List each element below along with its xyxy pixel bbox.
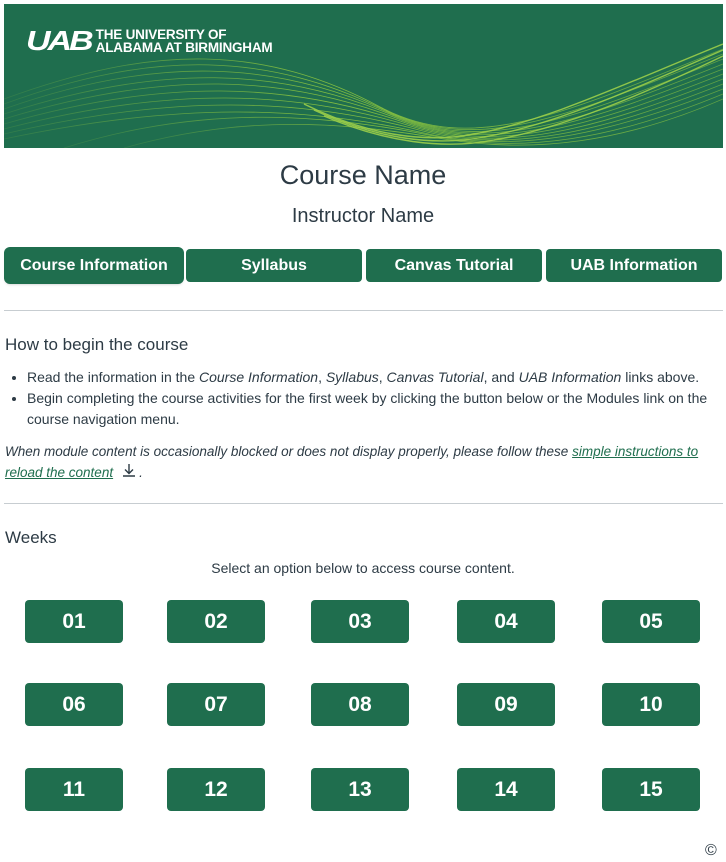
bullet-text: Read the information in the (27, 369, 199, 385)
week-05-button[interactable]: 05 (602, 600, 700, 643)
week-11-button[interactable]: 11 (25, 768, 123, 811)
week-06-button[interactable]: 06 (25, 683, 123, 726)
course-information-button[interactable]: Course Information (6, 249, 182, 282)
note-end: . (139, 465, 143, 480)
week-07-button[interactable]: 07 (167, 683, 265, 726)
week-13-button[interactable]: 13 (311, 768, 409, 811)
week-15-button[interactable]: 15 (602, 768, 700, 811)
reload-note (5, 441, 705, 484)
uab-information-button[interactable]: UAB Information (546, 249, 722, 282)
bullet-emphasis: Syllabus (325, 369, 379, 385)
copyright-icon: © (705, 842, 717, 859)
bullet-text: , and (483, 369, 519, 385)
course-banner (4, 4, 723, 148)
instructor-name: Instructor Name (291, 205, 435, 227)
syllabus-button[interactable]: Syllabus (186, 249, 362, 282)
week-02-button[interactable]: 02 (167, 600, 265, 643)
canvas-tutorial-button[interactable]: Canvas Tutorial (366, 249, 542, 282)
week-14-button[interactable]: 14 (457, 768, 555, 811)
list-item: • Begin completing the course activities for the first week by clicking the button below or the Modules link on the course navigation menu. (27, 388, 726, 430)
bullet-text: , (318, 369, 326, 385)
week-10-button[interactable]: 10 (602, 683, 700, 726)
bullet-text: , (378, 369, 387, 385)
week-12-button[interactable]: 12 (167, 768, 265, 811)
uab-logo-mark: UAB (26, 25, 91, 57)
weeks-heading: Weeks (5, 528, 57, 547)
divider (4, 503, 723, 504)
download-icon[interactable] (121, 462, 137, 484)
week-08-button[interactable]: 08 (311, 683, 409, 726)
bullet-emphasis: UAB Information (518, 369, 622, 385)
week-04-button[interactable]: 04 (457, 600, 555, 643)
weeks-instruction: Select an option below to access course content. (211, 560, 515, 576)
begin-steps-list (5, 367, 726, 430)
course-nav (6, 249, 722, 282)
begin-heading: How to begin the course (5, 335, 189, 354)
list-item (27, 367, 726, 388)
bullet-text: links above. (621, 369, 700, 385)
divider (4, 310, 723, 311)
week-01-button[interactable]: 01 (25, 600, 123, 643)
logo-line-1: THE UNIVERSITY OF (95, 27, 227, 42)
week-09-button[interactable]: 09 (457, 683, 555, 726)
reload-instructions-link[interactable]: simple instructions to reload the content (5, 444, 699, 480)
uab-logo-text (96, 28, 273, 54)
course-title: Course Name (279, 160, 447, 190)
bullet-emphasis: Course Information (199, 369, 319, 385)
logo-line-2: ALABAMA AT BIRMINGHAM (95, 40, 273, 55)
note-text: When module content is occasionally blocked or does not display properly, please follow these (5, 444, 573, 459)
uab-logo (26, 24, 272, 58)
week-03-button[interactable]: 03 (311, 600, 409, 643)
bullet-emphasis: Canvas Tutorial (386, 369, 484, 385)
